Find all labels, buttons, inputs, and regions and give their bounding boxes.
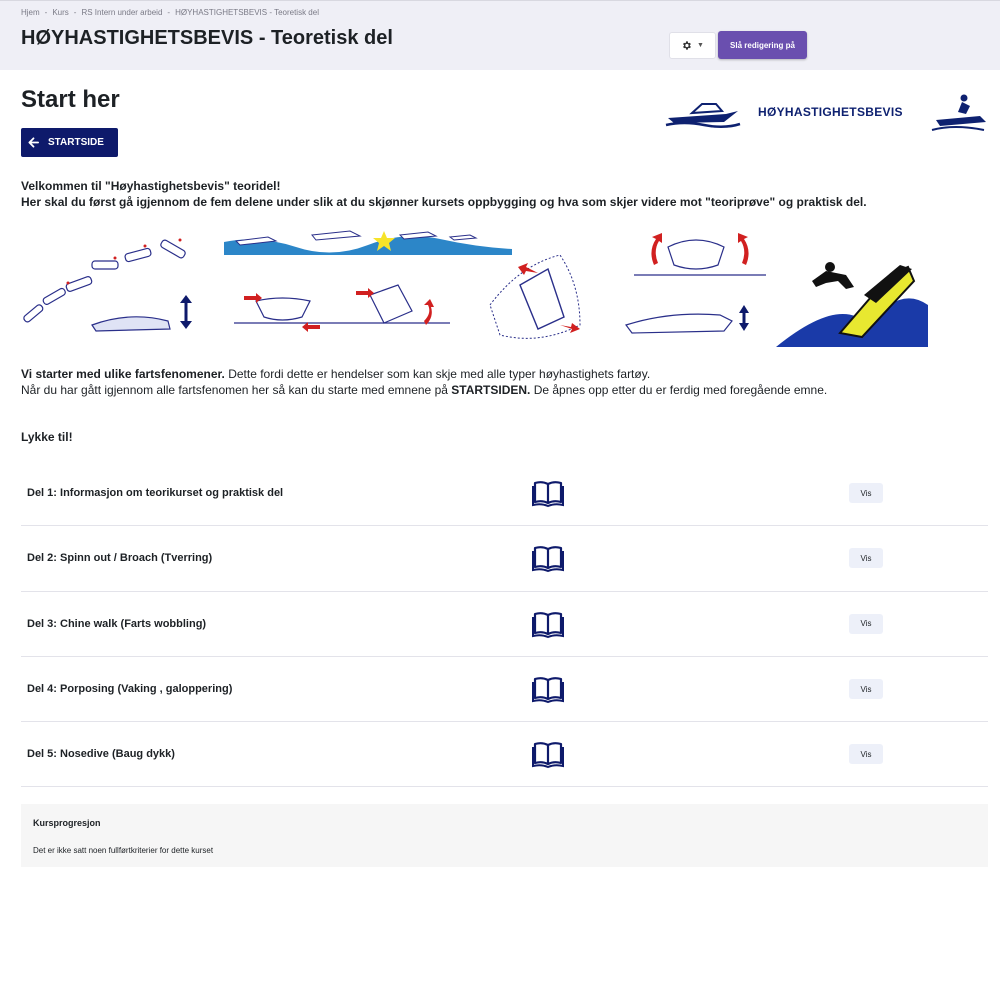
module-list	[21, 461, 988, 787]
body-p1-bold: Vi starter med ulike fartsfenomener.	[21, 367, 225, 381]
vis-button[interactable]: Vis	[849, 483, 883, 503]
book-icon[interactable]	[532, 738, 564, 770]
course-progress-title: Kursprogresjon	[33, 818, 101, 828]
breadcrumb	[21, 8, 319, 17]
book-icon[interactable]	[532, 542, 564, 574]
body-p2-bold: STARTSIDEN.	[451, 383, 531, 397]
nosedive-icon	[776, 262, 928, 347]
startside-button-label: STARTSIDE	[48, 137, 104, 148]
module-title[interactable]: Del 4: Porposing (Vaking , galoppering)	[27, 683, 233, 696]
body-p1-rest: Dette fordi dette er hendelser som kan skje med alle typer høyhastighets fartøy.	[224, 367, 651, 381]
module-row-4	[21, 657, 988, 722]
vis-button[interactable]: Vis	[849, 744, 883, 764]
arrow-left-icon	[28, 137, 39, 148]
wave-boats-icon	[224, 231, 512, 255]
settings-menu-button[interactable]	[669, 32, 716, 59]
body-p2-start: Når du har gått igjennom alle fartsfenomen her så kan du starte med emnene på	[21, 383, 452, 397]
breadcrumb-separator: -	[73, 8, 77, 17]
chine-walk-icon	[234, 285, 450, 323]
intro-line-2: Her skal du først gå igjennom de fem delene under slik at du skjønner kursets oppbygging og hva som skjer videre mot "teoriprøve" og praktisk del.	[21, 195, 867, 209]
chevron-down-icon: ▼	[697, 42, 704, 49]
vertical-arrow-icon	[739, 305, 749, 331]
body-p2-end: De åpnes opp etter du er ferdig med foregående emne.	[530, 383, 828, 397]
breadcrumb-category[interactable]: RS Intern under arbeid	[81, 8, 163, 17]
breadcrumb-current: HØYHASTIGHETSBEVIS - Teoretisk del	[175, 8, 319, 17]
module-row-5	[21, 722, 988, 787]
boat-sequence-icon	[23, 239, 187, 323]
body-paragraph-1	[21, 366, 981, 382]
page-title: HØYHASTIGHETSBEVIS - Teoretisk del	[21, 27, 393, 49]
body-text	[21, 366, 981, 398]
logo-text: HØYHASTIGHETSBEVIS	[758, 105, 903, 119]
breadcrumb-separator: -	[167, 8, 171, 17]
good-luck-text: Lykke til!	[21, 430, 73, 444]
vis-button[interactable]: Vis	[849, 548, 883, 568]
speed-phenomena-illustration	[20, 225, 935, 350]
book-icon[interactable]	[532, 477, 564, 509]
vis-button[interactable]: Vis	[849, 679, 883, 699]
module-title[interactable]: Del 3: Chine walk (Farts wobbling)	[27, 617, 207, 630]
course-progress-text: Det er ikke satt noen fullførtkriterier for dette kurset	[33, 846, 214, 855]
edit-mode-button[interactable]: Slå redigering på	[718, 31, 807, 59]
intro-text	[21, 178, 981, 210]
module-row-1	[21, 461, 988, 526]
course-progress-panel	[21, 804, 988, 867]
jetski-porpoise-icon	[92, 295, 192, 331]
module-title[interactable]: Del 1: Informasjon om teorikurset og praktisk del	[27, 487, 284, 500]
breadcrumb-separator: -	[44, 8, 48, 17]
module-row-2	[21, 526, 988, 591]
page-header	[0, 0, 1000, 70]
jetski-icon	[932, 95, 986, 131]
speedboat-icon	[666, 104, 740, 127]
vis-button[interactable]: Vis	[849, 614, 883, 634]
broach-icon	[490, 255, 580, 338]
section-title: Start her	[21, 86, 120, 113]
body-paragraph-2	[21, 382, 981, 398]
book-icon[interactable]	[532, 673, 564, 705]
module-title[interactable]: Del 5: Nosedive (Baug dykk)	[27, 748, 175, 761]
module-title[interactable]: Del 2: Spinn out / Broach (Tverring)	[27, 552, 213, 565]
intro-line-1: Velkommen til "Høyhastighetsbevis" teoridel!	[21, 179, 281, 193]
breadcrumb-home[interactable]: Hjem	[21, 8, 40, 17]
book-icon[interactable]	[532, 608, 564, 640]
module-row-3	[21, 592, 988, 657]
gear-icon	[681, 40, 692, 51]
startside-button[interactable]	[21, 128, 118, 157]
breadcrumb-courses[interactable]: Kurs	[52, 8, 69, 17]
